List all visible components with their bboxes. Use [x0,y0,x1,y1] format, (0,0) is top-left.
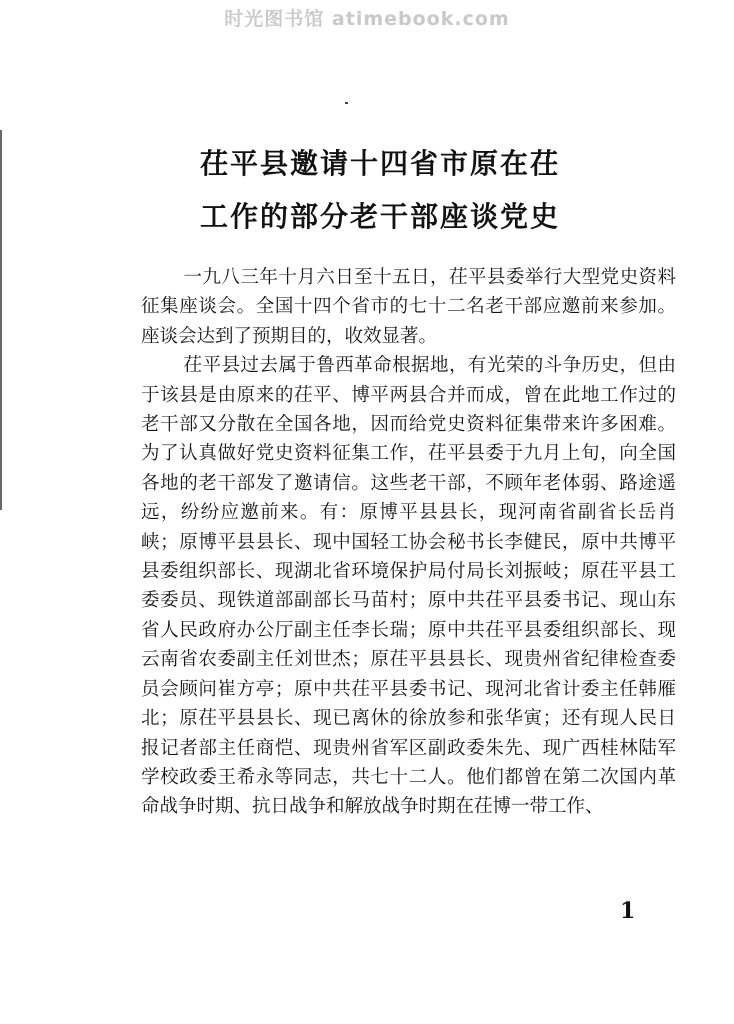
watermark: 时光图书馆 atimebook.com [224,8,510,30]
body-text [141,263,676,822]
title-line-1: 茌平县邀请十四省市原在茌 [199,147,560,180]
left-edge-rule [0,130,2,510]
scan-dot-mark [345,102,348,104]
paragraph-2: 茌平县过去属于鲁西革命根据地，有光荣的斗争历史，但由于该县是由原来的茌平、博平两县合并而成，曾在此地工作过的老干部又分散在全国各地，因而给党史资料征集带来许多困难。为了认真做好党史资料征集工作，茌平县委于九月上旬，向全国各地的老干部发了邀请信。这些老干部，不顾年老体弱、路途遥远，纷纷应邀前来。有：原博平县县长，现河南省副省长岳肖峡；原博平县县长、现中国轻工协会秘书长李健民，原中共博平县委组织部长、现湖北省环境保护局付局长刘振岐；原茌平县工委委员、现铁道部副部长马苗村；原中共茌平县委书记、现山东省人民政府办公厅副主任李长瑞；原中共茌平县委组织部长、现云南省农委副主任刘世杰；原茌平县县长、现贵州省纪律检查委员会顾问崔方亭；原中共茌平县委书记、现河北省计委主任韩雁北；原茌平县县长、现已离休的徐放参和张华寅；还有现人民日报记者部主任商恺、现贵州省军区副政委朱先、现广西桂林陆军学校政委王希永等同志，共七十二人。他们都曾在第二次国内革命战争时期、抗日战争和解放战争时期在茌博一带工作、 [141,355,676,818]
paragraph-1: 一九八三年十月六日至十五日，茌平县委举行大型党史资料征集座谈会。全国十四个省市的七十二名老干部应邀前来参加。座谈会达到了预期目的，收效显著。 [141,267,676,347]
title-line-2: 工作的部分老干部座谈党史 [199,200,560,233]
page-number: 1 [620,898,636,924]
